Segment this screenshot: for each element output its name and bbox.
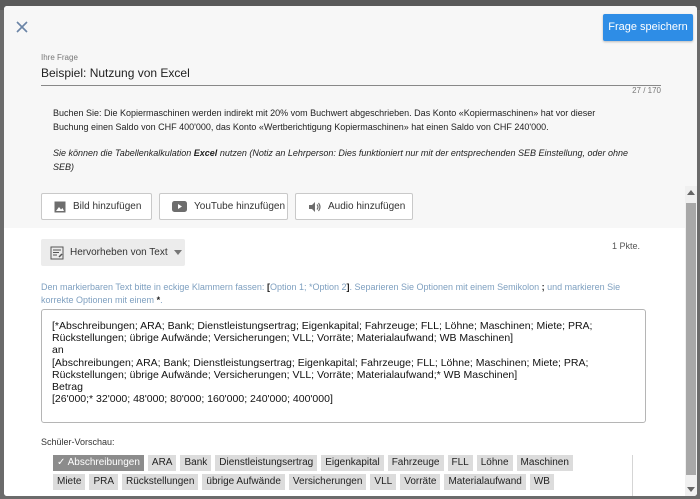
character-counter: 27 / 170 — [632, 86, 661, 95]
preview-option[interactable]: Dienstleistungsertrag — [215, 455, 317, 471]
preview-row — [53, 455, 613, 471]
highlight-text-editor[interactable] — [41, 309, 646, 423]
instructions-bracket-open: [ — [266, 282, 270, 292]
editor-line: [*Abschreibungen; ARA; Bank; Dienstleistungsertrag; Eigenkapital; Fahrzeuge; FLL; Löhne; Maschinen; Miete; PRA; — [52, 320, 593, 332]
scroll-down-arrow-icon[interactable] — [687, 487, 695, 492]
add-youtube-button[interactable] — [159, 193, 288, 220]
add-audio-label: Audio hinzufügen — [328, 201, 406, 212]
editor-line: Betrag — [52, 381, 83, 394]
instructions-star: * — [156, 295, 161, 305]
question-type-dropdown[interactable] — [41, 239, 185, 266]
check-icon: ✓ — [57, 457, 66, 468]
add-image-button[interactable] — [41, 193, 152, 220]
editor-line: Rückstellungen; übrige Aufwände; Versicherungen; VLL; Vorräte; Materialaufwand; WB Maschinen] — [52, 332, 514, 345]
speaker-icon — [308, 201, 321, 213]
question-editor-dialog — [4, 6, 697, 496]
editor-line: [Abschreibungen; ARA; Bank; Dienstleistungsertrag; Eigenkapital; Fahrzeuge; FLL; Löhne; Maschinen; Miete; PRA; — [52, 356, 589, 369]
close-icon[interactable] — [14, 19, 30, 35]
question-text-paragraph[interactable]: Buchen Sie: Die Kopiermaschinen werden indirekt mit 20% vom Buchwert abgeschrieben. Das Konto «Kopiermaschinen» hat vor dieser Buchung einen Saldo von CHF 400'000, das Konto «Wertberichtigung Kopiermaschinen» hat einen Saldo von CHF 240'000. — [53, 108, 596, 132]
add-youtube-label: YouTube hinzufügen — [194, 201, 286, 212]
question-field-label: Ihre Frage — [41, 53, 78, 62]
preview-option[interactable]: Löhne — [477, 455, 513, 471]
preview-option[interactable]: Maschinen — [517, 455, 573, 471]
format-instructions — [41, 281, 651, 307]
preview-option[interactable]: ARA — [148, 455, 177, 471]
caret-down-icon — [174, 250, 182, 255]
instructions-part-1: Den markierbaren Text bitte in eckige Klammern fassen: — [41, 282, 267, 292]
youtube-icon — [172, 201, 187, 212]
note-text-bold: Excel — [193, 148, 218, 158]
editor-line: Rückstellungen; übrige Aufwände; Versicherungen; VLL; Vorräte; Materialaufwand;* WB Maschinen] — [52, 368, 518, 381]
instructions-part-3: und markieren Sie korrekte Optionen mit einem — [41, 282, 621, 305]
preview-option[interactable]: Materialaufwand — [444, 474, 525, 490]
preview-option[interactable]: WB — [530, 474, 554, 490]
instructions-example: Option 1; *Option 2 — [269, 282, 347, 292]
highlight-text-icon — [50, 246, 64, 260]
question-type-label: Hervorheben von Text — [70, 247, 168, 258]
preview-option-selected[interactable] — [53, 455, 144, 471]
preview-option[interactable]: Rückstellungen — [122, 474, 198, 490]
preview-option[interactable]: PRA — [89, 474, 118, 490]
preview-option[interactable]: VLL — [370, 474, 396, 490]
add-audio-button[interactable] — [295, 193, 413, 220]
note-text-start: Sie können die Tabellenkalkulation — [53, 148, 194, 158]
preview-row — [53, 474, 613, 490]
preview-option[interactable]: Fahrzeuge — [388, 455, 444, 471]
points-value[interactable]: 1 Pkte. — [612, 241, 641, 251]
preview-option[interactable]: FLL — [448, 455, 473, 471]
scroll-up-arrow-icon[interactable] — [687, 190, 695, 195]
editor-line: [26'000;* 32'000; 48'000; 80'000; 160'000; 240'000; 400'000] — [52, 393, 333, 406]
student-preview-label: Schüler-Vorschau: — [41, 437, 115, 447]
save-question-button[interactable]: Frage speichern — [603, 14, 693, 41]
preview-divider — [632, 455, 633, 496]
note-text-end: nutzen (Notiz an Lehrperson: Dies funktioniert nur mit der entsprechenden SEB Einstellung, oder ohne SEB) — [53, 148, 629, 172]
scrollbar-thumb[interactable] — [686, 203, 696, 475]
preview-option[interactable]: Bank — [180, 455, 211, 471]
add-image-label: Bild hinzufügen — [73, 201, 142, 212]
instructions-part-2: . Separieren Sie Optionen mit einem Semikolon — [349, 282, 542, 292]
question-note-paragraph[interactable] — [53, 147, 633, 174]
preview-option[interactable]: Vorräte — [400, 474, 440, 490]
instructions-bracket-close: ] — [346, 282, 350, 292]
preview-option[interactable]: Miete — [53, 474, 85, 490]
student-preview-options — [53, 455, 613, 493]
preview-option[interactable]: übrige Aufwände — [202, 474, 285, 490]
preview-option[interactable]: Versicherungen — [289, 474, 367, 490]
question-title-input[interactable]: Beispiel: Nutzung von Excel — [41, 66, 661, 86]
preview-option-label: Abschreibungen — [67, 457, 140, 468]
preview-option[interactable]: Eigenkapital — [321, 455, 383, 471]
editor-line: an — [52, 344, 64, 357]
instructions-end: . — [160, 295, 163, 305]
image-icon — [54, 201, 66, 213]
instructions-semicolon: ; — [541, 282, 545, 292]
